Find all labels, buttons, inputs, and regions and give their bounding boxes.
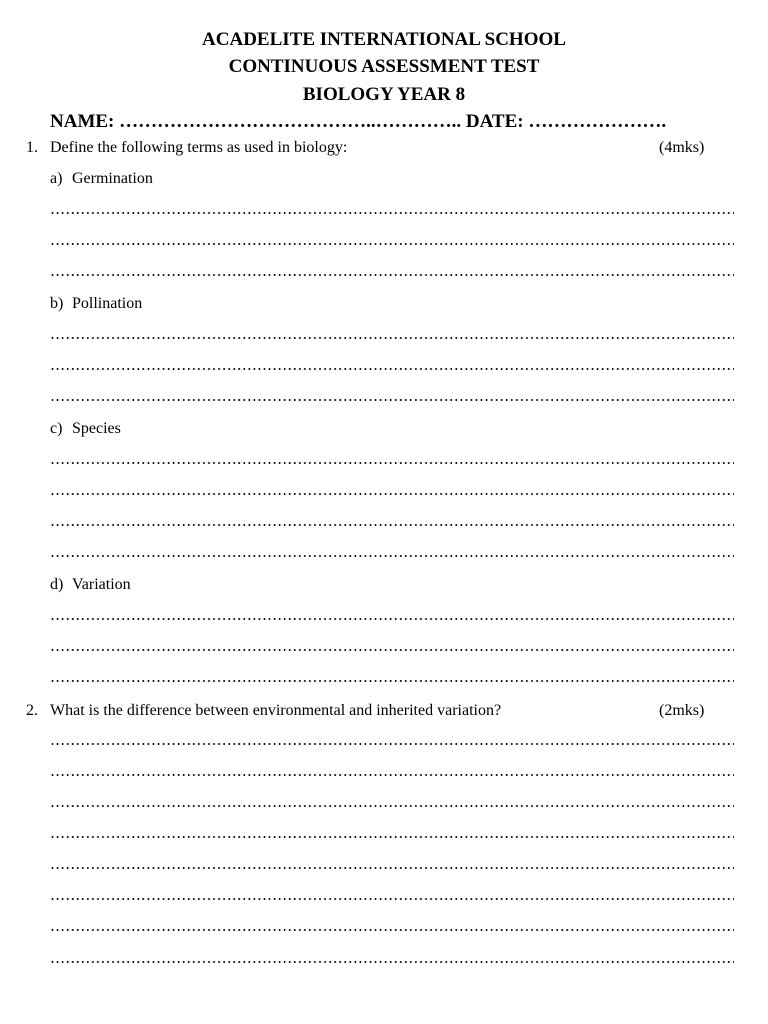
- subject-title: BIOLOGY YEAR 8: [302, 84, 466, 105]
- question-marks: (2mks): [659, 702, 705, 719]
- answer-line[interactable]: [50, 493, 734, 495]
- answer-line[interactable]: [50, 524, 734, 526]
- sub-question-c: [50, 419, 121, 439]
- question-number: 2.: [26, 702, 38, 719]
- answer-line[interactable]: [50, 836, 734, 838]
- answer-line[interactable]: [50, 555, 734, 557]
- sub-term: Variation: [72, 576, 131, 593]
- answer-line[interactable]: [50, 774, 734, 776]
- answer-line[interactable]: [50, 649, 734, 651]
- answer-line[interactable]: [50, 243, 734, 245]
- question-marks: (4mks): [659, 139, 705, 156]
- sub-question-d: [50, 575, 131, 595]
- sub-letter: d): [50, 576, 64, 593]
- answer-line[interactable]: [50, 212, 734, 214]
- test-title: CONTINUOUS ASSESSMENT TEST: [228, 56, 540, 77]
- question-number: 1.: [26, 139, 38, 156]
- question-text: What is the difference between environmental and inherited variation?: [50, 702, 502, 719]
- sub-letter: a): [50, 170, 63, 187]
- answer-line[interactable]: [50, 618, 734, 620]
- sub-term: Pollination: [72, 295, 143, 312]
- answer-line[interactable]: [50, 462, 734, 464]
- sub-term: Species: [72, 420, 121, 437]
- answer-line[interactable]: [50, 961, 734, 963]
- answer-line[interactable]: [50, 680, 734, 682]
- answer-line[interactable]: [50, 805, 734, 807]
- sub-question-a: [50, 169, 153, 189]
- sub-letter: c): [50, 420, 63, 437]
- answer-line[interactable]: [50, 743, 734, 745]
- answer-line[interactable]: [50, 337, 734, 339]
- name-date-row[interactable]: NAME: …………………………………..………….. DATE: ………………….: [50, 111, 667, 132]
- school-name: ACADELITE INTERNATIONAL SCHOOL: [202, 29, 566, 50]
- answer-line[interactable]: [50, 399, 734, 401]
- answer-line[interactable]: [50, 929, 734, 931]
- question-text: Define the following terms as used in biology:: [50, 139, 348, 156]
- sub-question-b: [50, 294, 142, 314]
- answer-line[interactable]: [50, 867, 734, 869]
- answer-line[interactable]: [50, 274, 734, 276]
- sub-letter: b): [50, 295, 64, 312]
- sub-term: Germination: [72, 170, 153, 187]
- answer-line[interactable]: [50, 368, 734, 370]
- answer-line[interactable]: [50, 898, 734, 900]
